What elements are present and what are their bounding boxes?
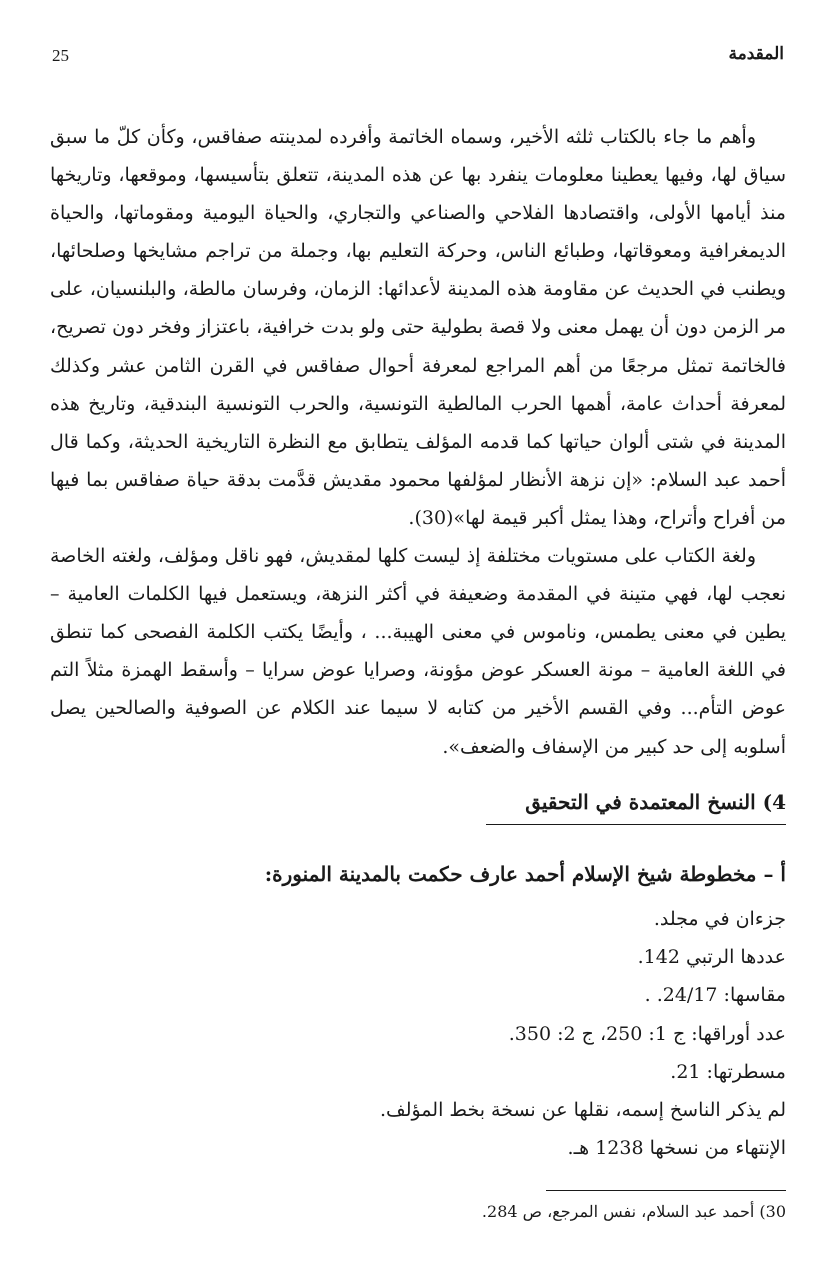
list-item: مقاسها: 24/17. . [644,984,786,1007]
body-text [50,118,786,766]
page-number: 25 [52,46,69,65]
manuscript-details-list [50,900,786,1167]
running-title: المقدمة [728,44,784,64]
section-heading: 4) النسخ المعتمدة في التحقيق [486,790,786,825]
list-item: مسطرتها: 21. [670,1060,786,1083]
list-item: لم يذكر الناسخ إسمه، نقلها عن نسخة بخط المؤلف. [380,1099,786,1122]
paragraph-book-conclusion: وأهم ما جاء بالكتاب ثلثه الأخير، وسماه الخاتمة وأفرده لمدينته صفاقس، وكأن كلّ ما سبق سياق لها، وفيها يعطينا معلومات ينفرد بها عن هذه المدينة، تتعلق بتأسيسها، وموقعها، وتاريخها منذ أيامها الأولى، واقتصادها الفلاحي والصناعي والتجاري، والحياة اليومية ومقوماتها، والحياة الديمغرافية ومعوقاتها، وطبائع الناس، وحركة التعليم بها، وجملة من تراجم مشايخها وصلحائها، ويطنب في الحديث عن مقاومة هذه المدينة لأعدائها: الزمان، وفرسان مالطة، والبلنسيان، على مر الزمن دون أن يهمل معنى ولا قصة بطولية حتى ولو بدت خرافية، باعتزاز وفخر دون تصريح، فالخاتمة تمثل مرجعًا من أهم المراجع لمعرفة أحوال صفاقس في القرن الثامن عشر وكذلك لمعرفة أحداث عامة، أهمها الحرب المالطية التونسية، والحرب التونسية البندقية، وتاريخ هذه المدينة في شتى ألوان حياتها كما قدمه المؤلف يتطابق مع النظرة التاريخية الحديثة، وكما قال أحمد عبد السلام: «إن نزهة الأنظار لمؤلفها محمود مقديش قدَّمت بدقة حياة صفاقس بما فيها من أفراح وأتراح، وهذا يمثل أكبر قيمة لها»(30). [50,126,786,529]
list-item: عددها الرتبي 142. [637,946,786,969]
list-item: جزءان في مجلد. [653,908,786,930]
running-head [52,44,784,74]
footnote-divider [546,1190,786,1191]
paragraph-book-language: ولغة الكتاب على مستويات مختلفة إذ ليست كلها لمقديش، فهو ناقل ومؤلف، ولغته الخاصة نعجب لها، فهي متينة في المقدمة وضعيفة في أكثر النزهة، ويستعمل فيها الكلمات العامية – يطين في معنى يطمس، وناموس في معنى الهيبة... ، وأيضًا يكتب الكلمة الفصحى كما تنطق في اللغة العامية – مونة العسكر عوض مؤونة، وصرايا عوض سرايا – وأسقط الهمزة مثلاً التم عوض التأم... وفي القسم الأخير من كتابه لا سيما عند الكلام عن الصوفية والصالحين يصل أسلوبه إلى حد كبير من الإسفاف والضعف». [50,545,786,758]
manuscript-subheading: أ – مخطوطة شيخ الإسلام أحمد عارف حكمت بالمدينة المنورة: [264,862,786,886]
list-item: عدد أوراقها: ج 1: 250، ج 2: 350. [508,1022,786,1045]
list-item: الإنتهاء من نسخها 1238 هـ. [567,1137,786,1160]
footnote: 30) أحمد عبد السلام، نفس المرجع، ص 284. [481,1202,786,1221]
